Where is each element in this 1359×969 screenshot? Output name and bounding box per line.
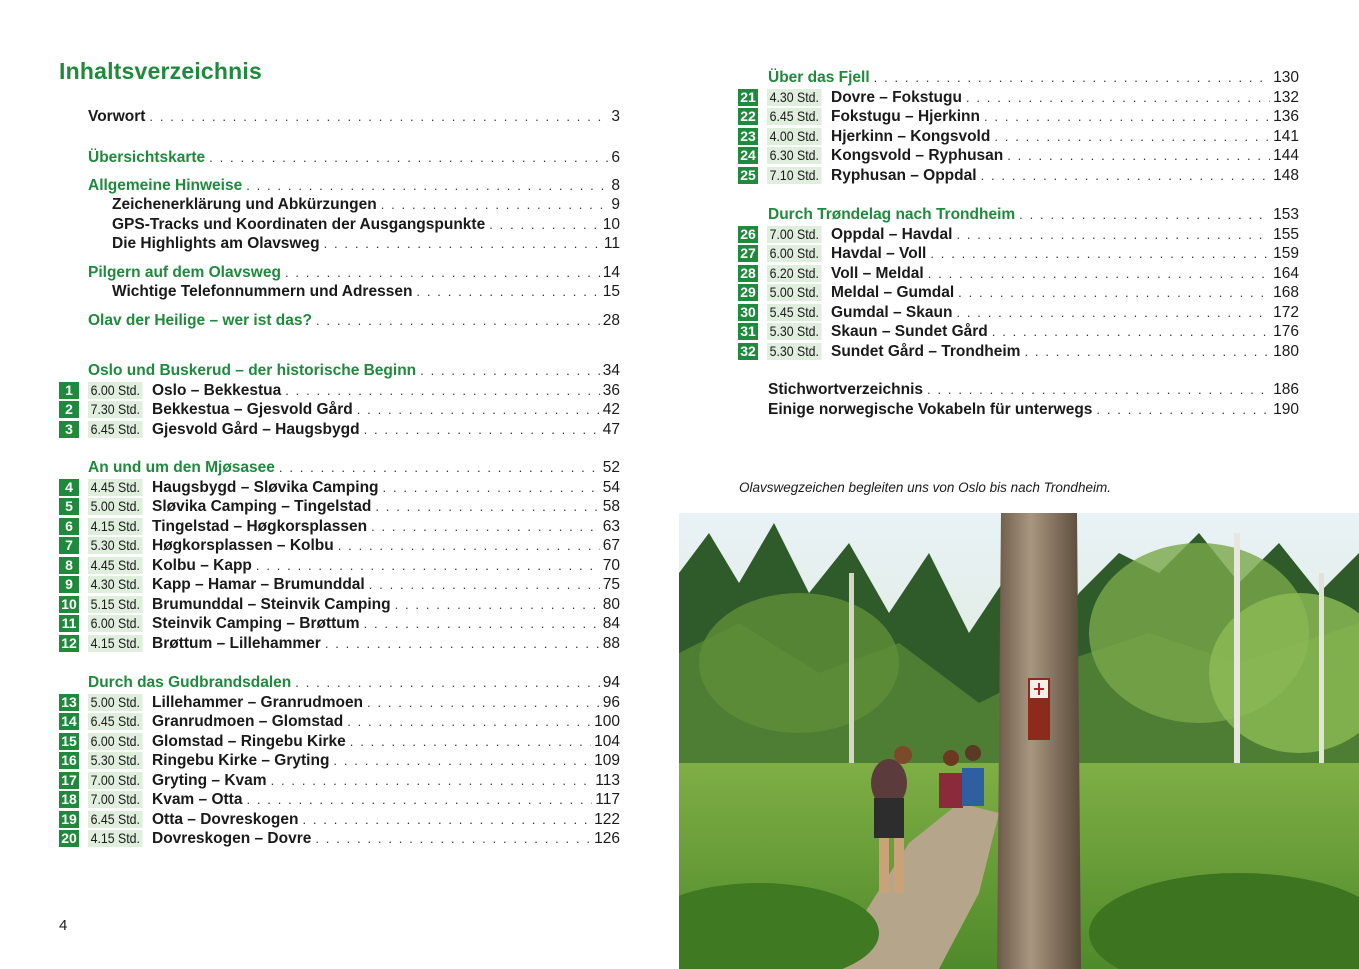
section-heading-label: Durch das Gudbrandsdalen (88, 674, 292, 691)
intro-entry (88, 311, 620, 331)
leader-dots (246, 176, 608, 196)
stage-entry-page: 75 (602, 576, 620, 593)
leader-dots (383, 478, 600, 498)
stage-number-badge: 11 (59, 615, 79, 632)
stage-duration: 6.45 Std. (88, 421, 143, 438)
stage-entry-label: Haugsbygd – Sløvika Camping (152, 479, 379, 496)
intro-entry-label: Pilgern auf dem Olavsweg (88, 264, 281, 281)
stage-entry-page: 117 (595, 791, 620, 808)
stage-entry (152, 614, 620, 634)
stage-number-badge: 21 (738, 89, 758, 106)
page-title: Inhaltsverzeichnis (59, 58, 263, 84)
leader-dots (371, 517, 600, 537)
stage-entry-label: Lillehammer – Granrudmoen (152, 694, 364, 711)
section-heading (88, 673, 620, 693)
leader-dots (279, 458, 600, 478)
stage-entry-page: 148 (1273, 167, 1299, 184)
leader-dots (981, 166, 1271, 186)
stage-entry-label: Oslo – Bekkestua (152, 382, 282, 399)
stage-entry-page: 168 (1273, 284, 1299, 301)
stage-entry (152, 829, 620, 849)
leader-dots (416, 282, 599, 302)
stage-duration: 5.00 Std. (88, 498, 143, 515)
stage-number-badge: 8 (59, 557, 79, 574)
leader-dots (420, 361, 600, 381)
leader-dots (295, 673, 599, 693)
leader-dots (956, 303, 1270, 323)
leader-dots (271, 771, 593, 791)
stage-entry-label: Brumunddal – Steinvik Camping (152, 596, 391, 613)
appendix-entry-label: Einige norwegische Vokabeln für unterwegs (768, 401, 1093, 418)
stage-entry (831, 264, 1299, 284)
stage-entry (152, 771, 620, 791)
stage-entry-label: Gjesvold Gård – Haugsbygd (152, 421, 360, 438)
stage-entry-page: 80 (602, 596, 620, 613)
stage-number-badge: 18 (59, 791, 79, 808)
leader-dots (984, 107, 1270, 127)
stage-entry (152, 751, 620, 771)
stage-entry (152, 575, 620, 595)
leader-dots (992, 322, 1270, 342)
stage-entry-page: 155 (1273, 226, 1299, 243)
leader-dots (928, 264, 1270, 284)
stage-entry-label: Høgkorsplassen – Kolbu (152, 537, 334, 554)
stage-duration: 7.00 Std. (88, 791, 143, 808)
stage-duration: 4.30 Std. (88, 576, 143, 593)
leader-dots (357, 400, 600, 420)
stage-entry (152, 420, 620, 440)
stage-number-badge: 27 (738, 245, 758, 262)
stage-duration: 4.00 Std. (767, 128, 822, 145)
stage-entry (831, 244, 1299, 264)
stage-duration: 6.45 Std. (767, 108, 822, 125)
stage-entry (152, 810, 620, 830)
stage-number-badge: 29 (738, 284, 758, 301)
section-heading-label: Oslo und Buskerud – der historische Beginn (88, 362, 417, 379)
stage-number-badge: 15 (59, 733, 79, 750)
stage-entry (831, 127, 1299, 147)
leader-dots (315, 829, 591, 849)
stage-number-badge: 12 (59, 635, 79, 652)
stage-number-badge: 1 (59, 382, 79, 399)
leader-dots (338, 536, 600, 556)
stage-entry-page: 36 (602, 382, 620, 399)
stage-number-badge: 14 (59, 713, 79, 730)
stage-entry-label: Havdal – Voll (831, 245, 927, 262)
stage-duration: 7.10 Std. (767, 167, 822, 184)
leader-dots (347, 712, 591, 732)
stage-number-badge: 17 (59, 772, 79, 789)
section-heading-page: 130 (1273, 69, 1299, 86)
stage-duration: 6.30 Std. (767, 147, 822, 164)
leader-dots (324, 234, 601, 254)
stage-entry (152, 381, 620, 401)
leader-dots (958, 283, 1270, 303)
stage-entry (152, 556, 620, 576)
page-number: 4 (59, 917, 68, 934)
section-heading (768, 205, 1299, 225)
stage-entry (831, 88, 1299, 108)
stage-entry (831, 225, 1299, 245)
stage-entry (152, 732, 620, 752)
intro-entry (88, 148, 620, 168)
intro-entry (88, 107, 620, 127)
stage-entry (152, 712, 620, 732)
stage-entry-page: 176 (1273, 323, 1299, 340)
stage-duration: 4.30 Std. (767, 89, 822, 106)
intro-entry-page: 6 (611, 149, 620, 166)
leader-dots (1007, 146, 1270, 166)
stage-entry-label: Hjerkinn – Kongsvold (831, 128, 991, 145)
leader-dots (256, 556, 600, 576)
stage-duration: 6.45 Std. (88, 811, 143, 828)
stage-entry-label: Dovre – Fokstugu (831, 89, 962, 106)
intro-entry-page: 11 (603, 235, 620, 252)
intro-entry (112, 282, 620, 302)
stage-entry-page: 63 (602, 518, 620, 535)
stage-duration: 6.00 Std. (767, 245, 822, 262)
leader-dots (956, 225, 1270, 245)
stage-entry (831, 166, 1299, 186)
stage-duration: 6.00 Std. (88, 382, 143, 399)
stage-number-badge: 5 (59, 498, 79, 515)
intro-entry-page: 28 (602, 312, 620, 329)
stage-entry-page: 172 (1273, 304, 1299, 321)
intro-entry-page: 15 (602, 283, 620, 300)
stage-duration: 5.00 Std. (88, 694, 143, 711)
stage-entry-label: Gryting – Kvam (152, 772, 267, 789)
stage-number-badge: 23 (738, 128, 758, 145)
intro-entry-page: 10 (602, 216, 620, 233)
appendix-entry (768, 380, 1299, 400)
stage-number-badge: 25 (738, 167, 758, 184)
stage-duration: 5.45 Std. (767, 304, 822, 321)
leader-dots (302, 810, 591, 830)
leader-dots (489, 215, 600, 235)
section-heading-label: Durch Trøndelag nach Trondheim (768, 206, 1016, 223)
stage-entry-label: Kapp – Hamar – Brumunddal (152, 576, 365, 593)
stage-number-badge: 16 (59, 752, 79, 769)
stage-number-badge: 3 (59, 421, 79, 438)
section-heading-page: 34 (602, 362, 620, 379)
stage-entry-page: 180 (1273, 343, 1299, 360)
intro-entry-label: GPS-Tracks und Koordinaten der Ausgangspunkte (112, 216, 486, 233)
leader-dots (1024, 342, 1270, 362)
section-heading-page: 52 (602, 459, 620, 476)
stage-number-badge: 32 (738, 343, 758, 360)
stage-number-badge: 30 (738, 304, 758, 321)
stage-entry-page: 144 (1273, 147, 1299, 164)
appendix-entry-label: Stichwortverzeichnis (768, 381, 924, 398)
leader-dots (246, 790, 592, 810)
stage-entry (831, 283, 1299, 303)
stage-duration: 6.00 Std. (88, 615, 143, 632)
stage-entry-page: 104 (594, 733, 620, 750)
stage-entry-page: 67 (602, 537, 620, 554)
section-heading (88, 458, 620, 478)
stage-entry-page: 88 (602, 635, 620, 652)
intro-entry-label: Vorwort (88, 108, 146, 125)
leader-dots (395, 595, 600, 615)
stage-entry-label: Glomstad – Ringebu Kirke (152, 733, 346, 750)
section-heading (88, 361, 620, 381)
leader-dots (316, 311, 600, 331)
intro-entry (112, 195, 620, 215)
stage-entry-label: Dovreskogen – Dovre (152, 830, 312, 847)
leader-dots (364, 420, 600, 440)
stage-duration: 5.30 Std. (88, 752, 143, 769)
leader-dots (369, 575, 600, 595)
stage-entry-label: Steinvik Camping – Brøttum (152, 615, 360, 632)
stage-duration: 4.15 Std. (88, 518, 143, 535)
stage-entry-page: 109 (594, 752, 620, 769)
intro-entry (112, 234, 620, 254)
stage-entry (152, 497, 620, 517)
stage-duration: 4.45 Std. (88, 479, 143, 496)
stage-entry (831, 146, 1299, 166)
stage-entry (152, 595, 620, 615)
stage-number-badge: 7 (59, 537, 79, 554)
stage-number-badge: 9 (59, 576, 79, 593)
stage-entry-label: Otta – Dovreskogen (152, 811, 299, 828)
stage-entry-label: Tingelstad – Høgkorsplassen (152, 518, 368, 535)
leader-dots (381, 195, 609, 215)
intro-entry-label: Olav der Heilige – wer ist das? (88, 312, 312, 329)
intro-entry-page: 8 (611, 177, 620, 194)
leader-dots (333, 751, 591, 771)
leader-dots (325, 634, 600, 654)
leader-dots (1019, 205, 1270, 225)
stage-number-badge: 20 (59, 830, 79, 847)
stage-number-badge: 28 (738, 265, 758, 282)
stage-entry (152, 536, 620, 556)
stage-entry-label: Ryphusan – Oppdal (831, 167, 977, 184)
leader-dots (350, 732, 591, 752)
stage-duration: 4.45 Std. (88, 557, 143, 574)
stage-entry-label: Fokstugu – Hjerkinn (831, 108, 980, 125)
hikers-forest-photo (679, 513, 1359, 969)
leader-dots (375, 497, 599, 517)
photo-caption: Olavswegzeichen begleiten uns von Oslo bis nach Trondheim. (739, 480, 1111, 495)
appendix-entry (768, 400, 1299, 420)
section-heading-label: Über das Fjell (768, 69, 870, 86)
stage-entry (831, 107, 1299, 127)
stage-entry-page: 54 (602, 479, 620, 496)
stage-duration: 6.00 Std. (88, 733, 143, 750)
stage-entry-page: 96 (602, 694, 620, 711)
leader-dots (994, 127, 1270, 147)
intro-entry-page: 9 (611, 196, 620, 213)
stage-entry (831, 342, 1299, 362)
stage-entry-label: Gumdal – Skaun (831, 304, 953, 321)
stage-entry (831, 303, 1299, 323)
intro-entry (88, 176, 620, 196)
intro-entry (88, 263, 620, 283)
appendix-entry-page: 186 (1273, 381, 1299, 398)
leader-dots (1096, 400, 1270, 420)
stage-entry (152, 517, 620, 537)
stage-entry-page: 84 (602, 615, 620, 632)
stage-number-badge: 2 (59, 401, 79, 418)
stage-number-badge: 26 (738, 226, 758, 243)
stage-number-badge: 19 (59, 811, 79, 828)
stage-duration: 7.00 Std. (88, 772, 143, 789)
leader-dots (285, 381, 600, 401)
leader-dots (364, 614, 600, 634)
intro-entry-label: Wichtige Telefonnummern und Adressen (112, 283, 413, 300)
stage-entry-label: Bekkestua – Gjesvold Gård (152, 401, 353, 418)
stage-entry-page: 141 (1273, 128, 1299, 145)
stage-number-badge: 24 (738, 147, 758, 164)
stage-duration: 6.45 Std. (88, 713, 143, 730)
intro-entry-page: 14 (602, 264, 620, 281)
stage-entry-label: Skaun – Sundet Gård (831, 323, 988, 340)
stage-entry-page: 136 (1273, 108, 1299, 125)
section-heading-page: 94 (602, 674, 620, 691)
stage-entry-page: 58 (602, 498, 620, 515)
stage-entry (831, 322, 1299, 342)
leader-dots (285, 263, 600, 283)
stage-entry-page: 164 (1273, 265, 1299, 282)
stage-number-badge: 6 (59, 518, 79, 535)
stage-entry-page: 100 (594, 713, 620, 730)
stage-entry-label: Kvam – Otta (152, 791, 243, 808)
stage-number-badge: 10 (59, 596, 79, 613)
stage-entry-label: Voll – Meldal (831, 265, 924, 282)
stage-entry (152, 790, 620, 810)
stage-entry-label: Kolbu – Kapp (152, 557, 252, 574)
stage-entry (152, 634, 620, 654)
leader-dots (966, 88, 1270, 108)
stage-entry-page: 122 (594, 811, 620, 828)
leader-dots (209, 148, 608, 168)
stage-duration: 5.00 Std. (767, 284, 822, 301)
stage-duration: 5.30 Std. (767, 323, 822, 340)
stage-entry-page: 42 (602, 401, 620, 418)
stage-duration: 6.20 Std. (767, 265, 822, 282)
stage-entry-label: Kongsvold – Ryphusan (831, 147, 1004, 164)
stage-number-badge: 4 (59, 479, 79, 496)
stage-duration: 7.30 Std. (88, 401, 143, 418)
stage-entry-label: Brøttum – Lillehammer (152, 635, 321, 652)
leader-dots (874, 68, 1270, 88)
stage-duration: 5.15 Std. (88, 596, 143, 613)
stage-entry-label: Granrudmoen – Glomstad (152, 713, 344, 730)
intro-entry (112, 215, 620, 235)
section-heading-page: 153 (1273, 206, 1299, 223)
intro-entry-label: Übersichtskarte (88, 149, 206, 166)
intro-entry-label: Die Highlights am Olavsweg (112, 235, 320, 252)
appendix-entry-page: 190 (1273, 401, 1299, 418)
stage-duration: 4.15 Std. (88, 635, 143, 652)
intro-entry-label: Zeichenerklärung und Abkürzungen (112, 196, 377, 213)
stage-entry-page: 70 (602, 557, 620, 574)
section-heading (768, 68, 1299, 88)
stage-number-badge: 13 (59, 694, 79, 711)
intro-entry-label: Allgemeine Hinweise (88, 177, 243, 194)
stage-entry-page: 47 (602, 421, 620, 438)
section-heading-label: An und um den Mjøsasee (88, 459, 275, 476)
stage-entry-page: 113 (595, 772, 620, 789)
stage-entry-label: Sundet Gård – Trondheim (831, 343, 1021, 360)
leader-dots (927, 380, 1270, 400)
leader-dots (930, 244, 1270, 264)
stage-entry (152, 400, 620, 420)
stage-entry-label: Sløvika Camping – Tingelstad (152, 498, 372, 515)
stage-duration: 7.00 Std. (767, 226, 822, 243)
stage-number-badge: 31 (738, 323, 758, 340)
stage-entry-label: Ringebu Kirke – Gryting (152, 752, 330, 769)
leader-dots (149, 107, 608, 127)
stage-entry-label: Meldal – Gumdal (831, 284, 955, 301)
stage-duration: 4.15 Std. (88, 830, 143, 847)
stage-entry-label: Oppdal – Havdal (831, 226, 953, 243)
stage-number-badge: 22 (738, 108, 758, 125)
stage-duration: 5.30 Std. (88, 537, 143, 554)
stage-entry-page: 132 (1273, 89, 1299, 106)
stage-entry-page: 126 (594, 830, 620, 847)
stage-entry (152, 478, 620, 498)
stage-entry-page: 159 (1273, 245, 1299, 262)
intro-entry-page: 3 (611, 108, 620, 125)
leader-dots (367, 693, 600, 713)
stage-duration: 5.30 Std. (767, 343, 822, 360)
stage-entry (152, 693, 620, 713)
